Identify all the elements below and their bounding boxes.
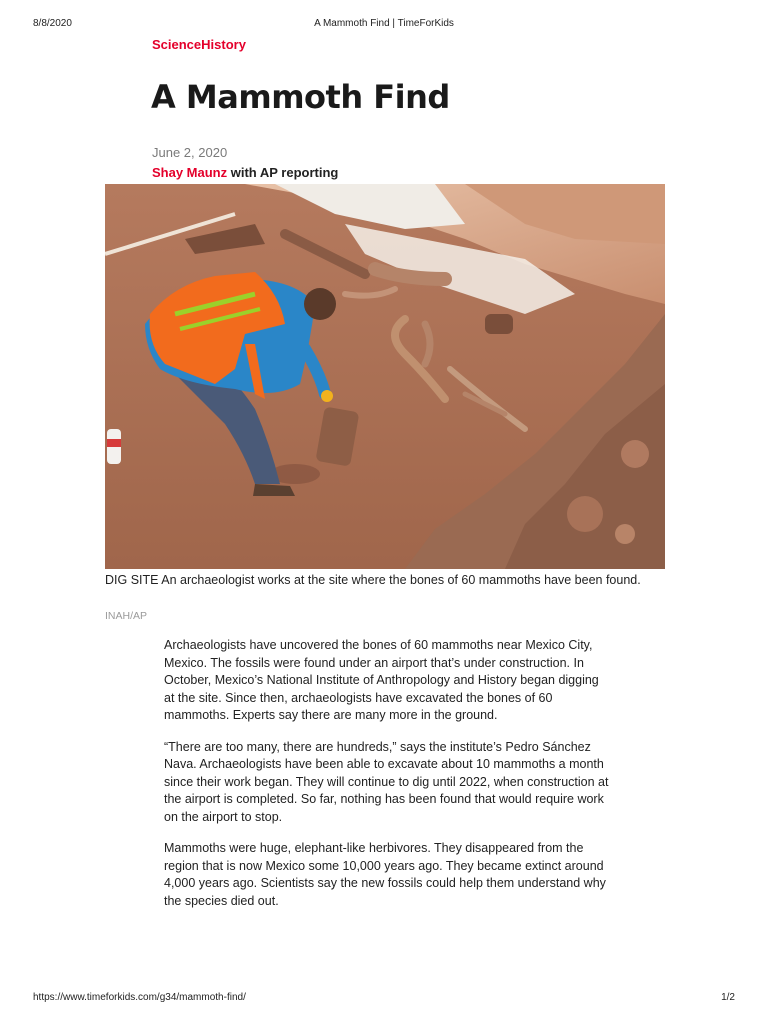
author-link[interactable]: Shay Maunz: [152, 165, 228, 180]
category-science-link[interactable]: Science: [152, 37, 202, 52]
footer-url: https://www.timeforkids.com/g34/mammoth-find/: [33, 992, 246, 1003]
photo-caption: DIG SITE An archaeologist works at the site where the bones of 60 mammoths have been found.: [105, 573, 641, 587]
print-page-title: A Mammoth Find | TimeForKids: [314, 18, 454, 29]
paragraph: Archaeologists have uncovered the bones of 60 mammoths near Mexico City, Mexico. The fossils were found under an airport that’s under construction. In October, Mexico’s National Institute of Anthropology and History began digging at the site. Since then, archaeologists have excavated the bones of 60 mammoths. Experts say there are many more in the ground.: [164, 638, 599, 722]
print-header: [0, 18, 768, 32]
paragraph: “There are too many, there are hundreds,” says the institute’s Pedro Sánchez Nava. Archaeologists have been able to excavate about 10 mammoths a month since their work began. They will continue to dig until 2022, when construction at the airport is completed. So far, nothing has been found that would require work on the airport to stop.: [164, 739, 609, 824]
dig-site-photo: [105, 184, 665, 569]
byline: [152, 165, 338, 180]
print-date: 8/8/2020: [33, 18, 72, 29]
category-history-link[interactable]: History: [201, 37, 246, 52]
category-links: [152, 37, 246, 52]
photo-credit: INAH/AP: [105, 610, 148, 622]
paragraph: Mammoths were huge, elephant-like herbivores. They disappeared from the region that is now Mexico some 10,000 years ago. They became extinct around 4,000 years ago. Scientists say the new fossils could help them understand why the species died out.: [164, 841, 606, 908]
page-number: 1/2: [721, 992, 735, 1003]
byline-suffix: with AP reporting: [227, 165, 339, 180]
publish-date: June 2, 2020: [152, 145, 228, 160]
article-body: [164, 637, 612, 924]
article-title: A Mammoth Find: [151, 78, 450, 116]
